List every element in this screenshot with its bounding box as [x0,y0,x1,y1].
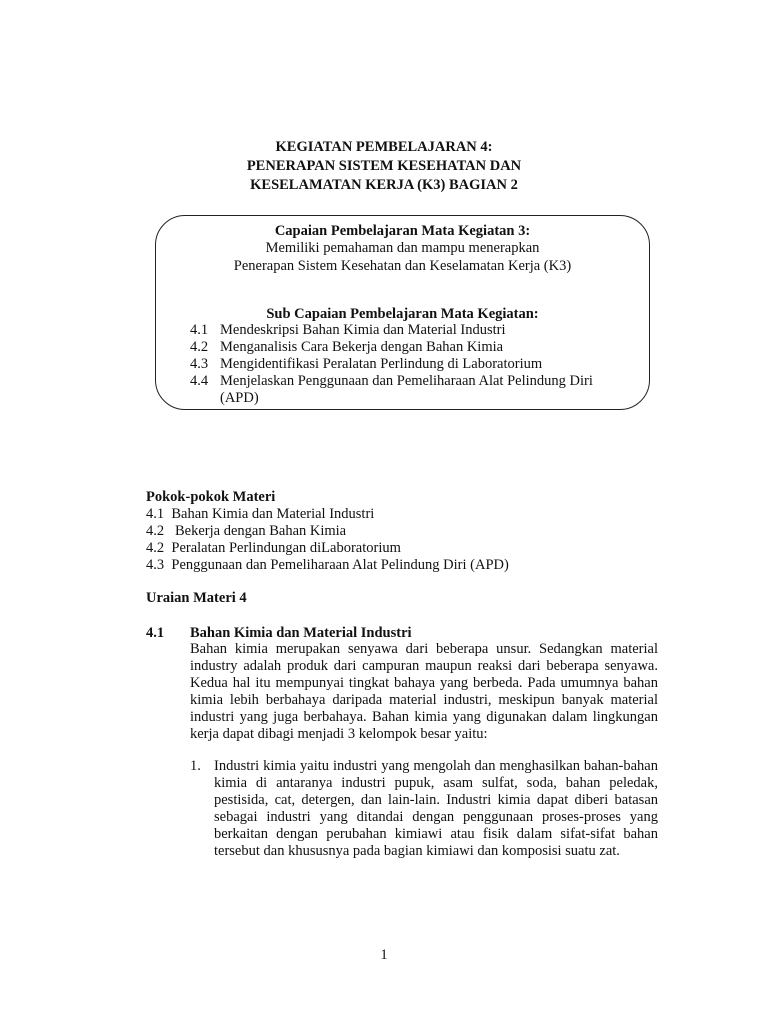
item-number: 4.4 [190,373,209,389]
item-text: Menganalisis Cara Bekerja dengan Bahan Kimia [220,339,504,355]
capaian-heading: Capaian Pembelajaran Mata Kegiatan 3: [274,223,531,239]
item-number: 4.1 [190,322,209,338]
item-text: Menjelaskan Penggunaan dan Pemeliharaan Alat Pelindung Diri [220,373,593,389]
sub-capaian-heading: Sub Capaian Pembelajaran Mata Kegiatan: [266,306,539,322]
item-text: (APD) [220,390,259,406]
item-text: Mendeskripsi Bahan Kimia dan Material Industri [220,322,506,338]
list-item [190,339,650,356]
list-item [190,322,650,339]
sub-capaian-list [190,322,650,407]
section-number: 4.1 [146,625,165,641]
page-title [0,138,768,195]
section-paragraph: Bahan kimia merupakan senyawa dari beberapa unsur. Sedangkan material industry adalah produk dari campuran maupun reaksi dari beberapa senyawa. Kedua hal itu mempunyai tingkat bahaya yang berbeda. Pada umumnya bahan kimia lebih berbahaya daripada material industri, meskipun banyak material industri yang juga berbahaya. Bahan kimia yang digunakan dalam lingkungan kerja dapat dibagi menjadi 3 kelompok besar yaitu: [190,641,658,742]
list-item [190,758,658,860]
item-text: Industri kimia yaitu industri yang mengolah dan menghasilkan bahan-bahan kimia di antaranya industri pupuk, asam sulfat, soda, bahan peledak, pestisida, cat, detergen, dan lain-lain. Industri kimia dapat diberi batasan sebagai industri yang ditandai dengan penggunaan proses-proses yang berkaitan dengan perubahan kimiawi atau fisik dalam sifat-sifat bahan tersebut dan khususnya pada bagian kimiawi dan komposisi suatu zat. [214,758,658,859]
section-heading [146,625,666,642]
capaian-line-1: Memiliki pemahaman dan mampu menerapkan [265,240,540,256]
section-title: Bahan Kimia dan Material Industri [190,625,412,641]
list-item-continuation [190,390,650,407]
page-number: 1 [380,947,388,963]
capaian-line-2: Penerapan Sistem Kesehatan dan Keselamatan Kerja (K3) [233,258,572,274]
title-line-3: KESELAMATAN KERJA (K3) BAGIAN 2 [250,177,518,193]
pokok-heading: Pokok-pokok Materi [146,489,276,505]
list-item: 4.2 Bekerja dengan Bahan Kimia [146,523,347,539]
title-line-1: KEGIATAN PEMBELAJARAN 4: [275,139,493,155]
list-item: 4.2 Peralatan Perlindungan diLaboratorium [146,540,401,556]
list-item: 4.1 Bahan Kimia dan Material Industri [146,506,375,522]
list-item [190,356,650,373]
learning-outcomes-box [155,215,650,410]
item-number: 4.2 [190,339,209,355]
list-item: 4.3 Penggunaan dan Pemeliharaan Alat Pelindung Diri (APD) [146,557,509,573]
numbered-list [190,758,658,860]
title-line-2: PENERAPAN SISTEM KESEHATAN DAN [246,158,522,174]
uraian-heading: Uraian Materi 4 [146,590,247,606]
item-text: Mengidentifikasi Peralatan Perlindung di Laboratorium [220,356,543,372]
item-number: 1. [190,758,201,774]
item-number: 4.3 [190,356,209,372]
pokok-materi [146,489,666,574]
list-item [190,373,650,390]
